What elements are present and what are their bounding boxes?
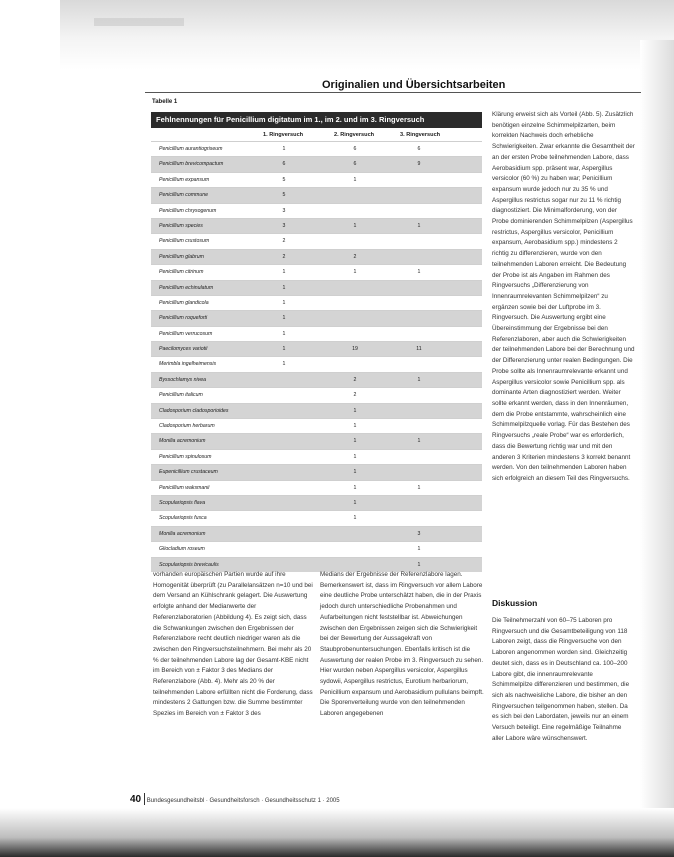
table-row bbox=[151, 464, 482, 479]
species-name: Gliocladium roseum bbox=[159, 546, 205, 553]
table-row bbox=[151, 218, 482, 233]
count-cell-3: 1 bbox=[417, 222, 421, 229]
count-cell-2: 1 bbox=[353, 176, 357, 183]
count-cell-2: 1 bbox=[353, 453, 357, 460]
count-cell-2: 1 bbox=[353, 484, 357, 491]
species-name: Byssochlamys nivea bbox=[159, 376, 206, 383]
table-row bbox=[151, 156, 482, 171]
table-row bbox=[151, 480, 482, 495]
count-cell-1: 1 bbox=[282, 146, 286, 152]
species-name: Cladosporium cladosporioides bbox=[159, 407, 229, 414]
count-cell-2: 1 bbox=[353, 423, 357, 430]
species-name: Scopulariopsis flava bbox=[159, 499, 206, 506]
count-cell-2: 6 bbox=[353, 161, 357, 168]
count-cell-2: 2 bbox=[353, 392, 357, 399]
species-name: Penicillium chrysogenum bbox=[159, 207, 217, 214]
species-name: Monilia acremonium bbox=[159, 530, 206, 537]
count-cell-3: 1 bbox=[417, 438, 421, 445]
count-cell-3: 9 bbox=[417, 161, 421, 168]
table-row bbox=[151, 187, 482, 202]
count-cell-1: 1 bbox=[282, 269, 286, 276]
species-name: Penicillium citrinum bbox=[159, 269, 204, 276]
species-name: Penicillium italicum bbox=[159, 392, 203, 399]
count-cell-1: 5 bbox=[282, 176, 286, 183]
table-row bbox=[151, 372, 482, 387]
species-name: Penicillium expansum bbox=[159, 176, 210, 183]
species-name: Penicillium echinulatum bbox=[159, 284, 214, 291]
paragraph: vorhanden europäischen Partien wurde auf ihre Homogenität überprüft (zu Parallelansätzen n=10 und bei dem Versand an Kühlschrank gelagert. Die Auswertung erfolgte anhand der Medianwerte der Referenzlaboratorien (Abbildung 4). Es zeigt sich, dass die Schwankungen zwischen den Ergebnissen der Referenzlabore recht deutlich niedriger waren als die zwischen den Ringversuchsteilnehmern. Bei mehr als 20 % der teilnehmenden Labore lag der Gesamt-KBE nicht im Bereich von ± Faktor 3 des Medians der Referenzlabore (Abb. 4). Mehr als 20 % der teilnehmenden Labore erfüllten nicht die Forderung, dass mindestens 2 Gattungen bzw. die Summe bestimmter Spezies im Bereich von ± Faktor 3 des bbox=[153, 571, 313, 718]
table-row bbox=[151, 172, 482, 187]
scan-shadow-top bbox=[60, 0, 674, 70]
count-cell-1: 3 bbox=[282, 222, 286, 229]
species-name: Penicillium spinulosum bbox=[159, 453, 212, 460]
count-cell-1: 1 bbox=[282, 330, 286, 337]
table-row bbox=[151, 433, 482, 448]
count-cell-2: 6 bbox=[353, 146, 357, 152]
table-row bbox=[151, 203, 482, 218]
count-cell-3: 3 bbox=[417, 530, 421, 537]
species-name: Cladosporium herbarum bbox=[159, 423, 215, 430]
table-row bbox=[151, 264, 482, 279]
table-title: Fehlnennungen für Penicillium digitatum im 1., im 2. und im 3. Ringversuch bbox=[151, 112, 482, 128]
count-cell-1: 1 bbox=[282, 346, 286, 353]
count-cell-2: 1 bbox=[353, 407, 357, 414]
table-row bbox=[151, 495, 482, 510]
species-name: Paecilomyces variotii bbox=[159, 346, 208, 353]
count-cell-1: 1 bbox=[282, 315, 286, 322]
count-cell-1: 6 bbox=[282, 161, 286, 168]
column-header-3: 3. Ringversuch bbox=[400, 132, 441, 138]
count-cell-1: 1 bbox=[282, 299, 286, 306]
column-header-2: 2. Ringversuch bbox=[334, 132, 375, 138]
paragraph: Die Teilnehmerzahl von 60–75 Laboren pro Ringversuch und die Gesamtbeteiligung von 118 Laboren zeigt, dass die Ringversuche von den Laboren angenommen worden sind. Gleichzeitig deutet sich, dass es in Deutschland ca. 100–200 Labore gibt, die innenraumrelevante Schimmelpilze differenzieren und bestimmen, die sich als nachweisliche Labore, die bisher an den Ringversuchen teilgenommen haben, stellen. Da es sich bei den Labordaten, jeweils nur an einem Versuch beteiligt. Eine regelmäßige Teilnahme aller Labore wäre wünschenswert. bbox=[492, 617, 630, 742]
scan-shadow-bottom bbox=[0, 808, 674, 857]
table-body bbox=[151, 141, 482, 572]
species-name: Penicillium crustosum bbox=[159, 238, 210, 245]
count-cell-3: 1 bbox=[417, 546, 421, 553]
table-label: Tabelle 1 bbox=[152, 99, 178, 105]
species-name: Merimbla ingelheimensis bbox=[159, 361, 217, 368]
body-column-right bbox=[492, 110, 635, 485]
paragraph: Klärung erweist sich als Vorteil (Abb. 5). Zusätzlich benötigen einzelne Schimmelpilzarten, beim korrekten Nachweis doch erhebliche Schwierigkeiten. Zwar erkannte die Gesamtheit der an der ersten Probe teilnehmenden Labore, dass Aerobasidium spp. präsent war, Aspergillus versicolor (60 %) zu haben war; Penicillium expansum wurde jedoch nur zu 35 % und Aspergillus restrictus sogar nur zu 11 % richtig diagnostiziert. Die Minimalforderung, von der Probe dominierenden Schimmelpilzen (Aspergillus restrictus, Aspergillus versicolor, Penicillium expansum, Aerobasidium spp.) mindestens 2 richtig zu differenzieren, wurde von den teilnehmenden Laboren erreicht. Die Bedeutung der Probe ist als Angaben im Rahmen des Ringversuchs „Differenzierung von Innenraumrelevanten Schimmelpilzen“ zu ergänzen sowie bei der Luftprobe im 3. Ringversuch. Die Auswertung ergibt eine Übereinstimmung der Ergebnisse bei den Referenzlaboren, aber auch die Schwierigkeiten der teilnehmenden Labore bei der Berechnung und der Differenzierung unter realen Bedingungen. Die Probe sollte als Innenraumrelevante erkannt und Aspergillus versicolor sowie Penicillium spp. als dominante Arten diagnostiziert werden. Weiter sollte erkannt werden, dass in den Innenräumen, dem die Probe entstammte, wahrscheinlich eine Schimmelpilzquelle vorlag. Für das Bestehen des Ringversuchs „reale Probe“ war es erforderlich, dass die Bewertung richtig war und mit den anderen 3 Kriterien mindestens 3 korrekt benannt werden. Von den teilnehmenden Laboren haben sich erfolgreich an diesem Teil des Ringversuchs. bbox=[492, 111, 635, 482]
count-cell-3: 6 bbox=[417, 146, 421, 152]
count-cell-2: 2 bbox=[353, 376, 357, 383]
count-cell-3: 1 bbox=[417, 269, 421, 276]
table-row bbox=[151, 341, 482, 356]
paragraph: Medians der Ergebnisse der Referenzlabore lagen. Bemerkenswert ist, dass im Ringversuch vor allem Labore eine deutliche Probe unterschätzt haben, die in der Praxis jedoch durch unterschiedliche Probenahmen und Aufarbeitungen nicht feststellbar ist. Abweichungen zwischen den Ergebnissen zeigen sich die Schwierigkeit bei der Bewertung der Aussagekraft von Staubprobenuntersuchungen. Ebenfalls kritisch ist die Auswertung der realen Probe im 3. Ringversuch zu sehen. Hier wurden neben Aspergillus versicolor, Aspergillus sydowii, Aspergillus restrictus, Eurotium herbariorum, Penicillium expansum und Aerobasidium pullulans beimpft. Die Sporenverteilung wurde von den teilnehmenden Laboren angegebenen bbox=[320, 571, 484, 718]
count-cell-1: 2 bbox=[282, 238, 286, 245]
count-cell-2: 1 bbox=[353, 222, 357, 229]
table-row bbox=[151, 310, 482, 325]
table-row bbox=[151, 233, 482, 248]
body-column-discussion bbox=[492, 616, 635, 744]
table-row bbox=[151, 280, 482, 295]
table-row bbox=[151, 387, 482, 402]
header-rule bbox=[145, 92, 641, 93]
species-name: Penicillium glandicola bbox=[159, 299, 209, 306]
species-name: Penicillium commune bbox=[159, 192, 209, 199]
count-cell-1: 1 bbox=[282, 361, 286, 368]
species-name: Eupenicillium crustaceum bbox=[159, 469, 218, 476]
species-name: Penicillium glabrum bbox=[159, 253, 204, 260]
count-cell-3: 1 bbox=[417, 484, 421, 491]
table-row bbox=[151, 510, 482, 525]
count-cell-1: 2 bbox=[282, 253, 286, 260]
count-cell-3: 11 bbox=[416, 346, 422, 353]
body-column-middle bbox=[320, 570, 485, 720]
table-row bbox=[151, 526, 482, 541]
table-row bbox=[151, 141, 482, 156]
species-name: Scopulariopsis brevicaulis bbox=[159, 561, 219, 568]
running-header: Originalien und Übersichtsarbeiten bbox=[322, 79, 506, 91]
count-cell-2: 1 bbox=[353, 499, 357, 506]
count-cell-2: 1 bbox=[353, 469, 357, 476]
count-cell-1: 3 bbox=[282, 207, 286, 214]
species-name: Penicillium waksmanii bbox=[159, 484, 210, 491]
species-name: Monilia acremonium bbox=[159, 438, 206, 445]
table-row bbox=[151, 403, 482, 418]
faint-scan-artifact bbox=[94, 18, 184, 26]
section-heading-discussion: Diskussion bbox=[492, 598, 538, 608]
table-row bbox=[151, 418, 482, 433]
species-name: Penicillium brevicompactum bbox=[159, 161, 224, 168]
scan-shadow-right bbox=[640, 40, 674, 820]
species-name: Penicillium aurantiogriseum bbox=[159, 146, 223, 152]
count-cell-2: 19 bbox=[352, 346, 358, 353]
footer bbox=[130, 794, 340, 805]
species-name: Penicillium verrucosum bbox=[159, 330, 213, 337]
count-cell-2: 2 bbox=[353, 253, 357, 260]
column-header-1: 1. Ringversuch bbox=[263, 132, 304, 138]
species-name: Scopulariopsis fusca bbox=[159, 515, 207, 522]
table-row bbox=[151, 249, 482, 264]
count-cell-2: 1 bbox=[353, 438, 357, 445]
body-column-left bbox=[153, 570, 313, 720]
table-row bbox=[151, 449, 482, 464]
table-column-headers bbox=[151, 128, 482, 141]
count-cell-2: 1 bbox=[353, 515, 357, 522]
table bbox=[151, 112, 482, 568]
count-cell-3: 1 bbox=[417, 561, 421, 568]
species-name: Penicillium roqueforti bbox=[159, 315, 208, 322]
table-row bbox=[151, 356, 482, 371]
count-cell-3: 1 bbox=[417, 376, 421, 383]
count-cell-1: 1 bbox=[282, 284, 286, 291]
count-cell-1: 5 bbox=[282, 192, 286, 199]
species-name: Penicillium species bbox=[159, 222, 203, 229]
journal-citation: Bundesgesundheitsbl · Gesundheitsforsch · Gesundheitsschutz 1 · 2005 bbox=[146, 798, 340, 804]
count-cell-2: 1 bbox=[353, 269, 357, 276]
page-number: 40 bbox=[130, 794, 142, 805]
table-row bbox=[151, 541, 482, 556]
table-row bbox=[151, 326, 482, 341]
table-row bbox=[151, 295, 482, 310]
